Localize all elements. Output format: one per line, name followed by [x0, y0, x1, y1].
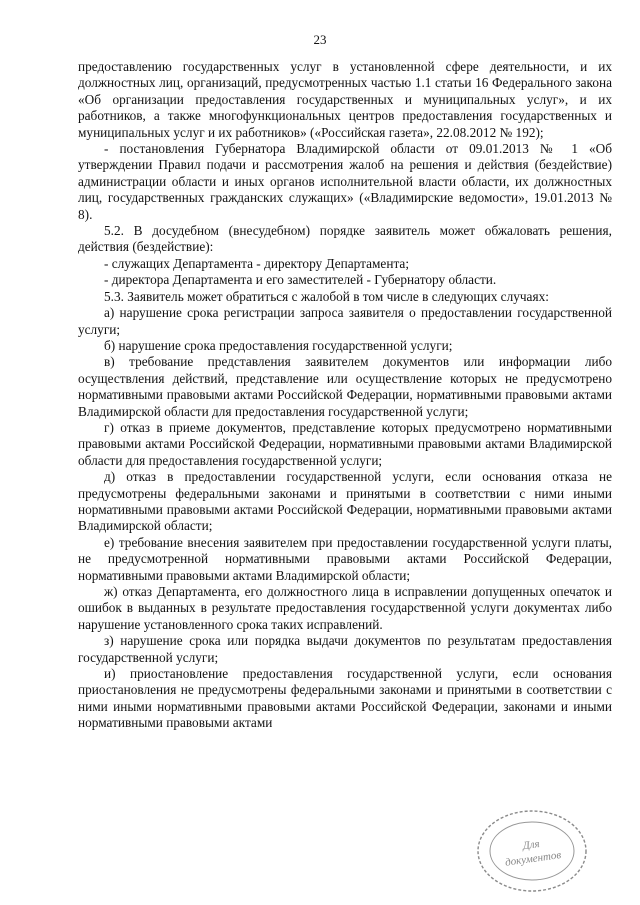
paragraph-5-3: 5.3. Заявитель может обратиться с жалобой в том числе в следующих случаях:	[104, 288, 549, 304]
paragraph-5-2-item-2: - директора Департамента и его заместителей - Губернатору области.	[104, 272, 497, 288]
list-item-g: г) отказ в приеме документов, представление которых предусмотрено нормативными правовыми актами Российской Федерации, нормативными правовыми актами Владимирской области для предоставления государственной услуги;	[78, 419, 612, 468]
paragraph-governor-resolution: - постановления Губернатора Владимирской области от 09.01.2013 № 1 «Об утверждении Правил подачи и рассмотрения жалоб на решения и действия (бездействие) администрации области и иных органов исполнительной власти области, их должностных лиц, государственных гражданских служащих» («Владимирские ведомости», 19.01.2013 № 8).	[78, 141, 612, 222]
stamp-text-line2: документов	[504, 849, 562, 869]
list-item-b: б) нарушение срока предоставления государственной услуги;	[104, 337, 453, 353]
document-body	[78, 59, 612, 732]
stamp-text-line1: Для	[521, 837, 541, 853]
list-item-z: з) нарушение срока или порядка выдачи документов по результатам предоставления государственной услуги;	[78, 633, 612, 665]
list-item-e: е) требование внесения заявителем при предоставлении государственной услуги платы, не предусмотренной нормативными правовыми актами Российской Федерации, нормативными правовыми актами Владимирской области;	[78, 534, 612, 583]
list-item-a: а) нарушение срока регистрации запроса заявителя о предоставлении государственной услуги;	[78, 305, 612, 337]
list-item-d: д) отказ в предоставлении государственной услуги, если основания отказа не предусмотрены федеральными законами и принятыми в соответствии с ними иными нормативными правовыми актами Российской Федерации, нормативными правовыми актами Владимирской области;	[78, 469, 612, 534]
list-item-v: в) требование представления заявителем документов или информации либо осуществления действий, представление или осуществление которых не предусмотрено нормативными правовыми актами Российской Федерации, нормативными правовыми актами Владимирской области для предоставления государственной услуги;	[78, 354, 612, 419]
paragraph-5-2-item-1: - служащих Департамента - директору Департамента;	[104, 255, 410, 271]
list-item-i: и) приостановление предоставления государственной услуги, если основания приостановления не предусмотрены федеральными законами и принятыми в соответствии с ними иными нормативными правовыми актами Российской Федерации, законами и иными нормативными правовыми актами	[78, 666, 612, 731]
document-stamp	[474, 808, 590, 894]
paragraph-intro-continuation: предоставлению государственных услуг в установленной сфере деятельности, и их должностных лиц, организаций, предусмотренных частью 1.1 статьи 16 Федерального закона «Об организации предоставления государственных и муниципальных услуг», и их работников, а также многофункциональных центров предоставления государственных и муниципальных услуг и их работников» («Российская газета», 22.08.2012 № 192);	[78, 59, 612, 140]
page-number: 23	[313, 32, 327, 47]
list-item-zh: ж) отказ Департамента, его должностного лица в исправлении допущенных опечаток и ошибок в выданных в результате предоставления государственной услуги документах либо нарушение установленного срока таких исправлений.	[78, 584, 612, 632]
paragraph-5-2: 5.2. В досудебном (внесудебном) порядке заявитель может обжаловать решения, действия (бездействие):	[78, 223, 612, 255]
